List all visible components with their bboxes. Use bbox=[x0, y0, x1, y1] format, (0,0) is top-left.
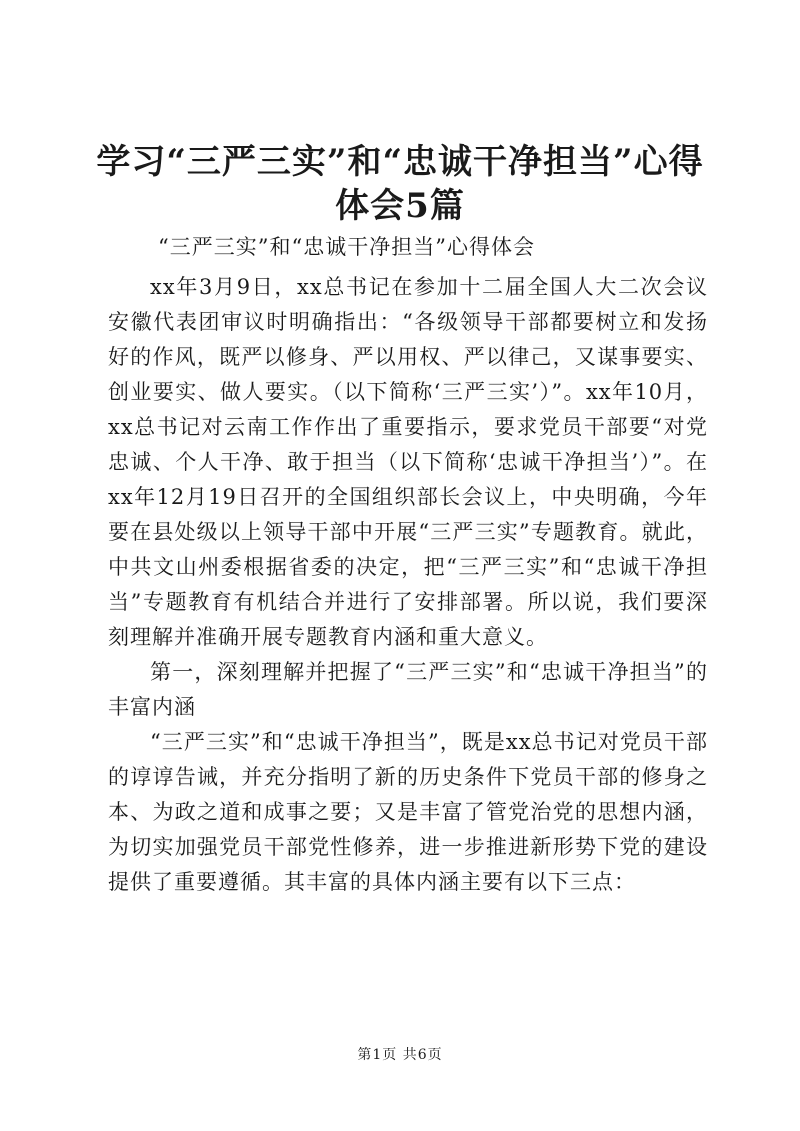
paragraph: “三严三实”和“忠诚干净担当”，既是xx总书记对党员干部的谆谆告诫，并充分指明了新的历史条件下党员干部的修身之本、为政之道和成事之要；又是丰富了管党治党的思想内涵，为切实加强党员干部党性修养，进一步推进新形势下党的建设提供了重要遵循。其丰富的具体内涵主要有以下三点： bbox=[108, 730, 708, 894]
document-body bbox=[108, 270, 708, 900]
paragraph: xx年3月9日，xx总书记在参加十二届全国人大二次会议安徽代表团审议时明确指出：“各级领导干部都要树立和发扬好的作风，既严以修身、严以用权、严以律己，又谋事要实、创业要实、做人要实。（以下简称‘三严三实’）”。xx年10月，xx总书记对云南工作作出了重要指示，要求党员干部要“对党忠诚、个人干净、敢于担当（以下简称‘忠诚干净担当’）”。在xx年12月19日召开的全国组织部长会议上，中央明确，今年要在县处级以上领导干部中开展“三严三实”专题教育。就此，中共文山州委根据省委的决定，把“三严三实”和“忠诚干净担当”专题教育有机结合并进行了安排部署。所以说，我们要深刻理解并准确开展专题教育内涵和重大意义。 bbox=[108, 275, 708, 649]
document-title: 学习“三严三实”和“忠诚干净担当”心得体会5篇 bbox=[96, 142, 704, 226]
page-footer: 第1页 共6页 bbox=[357, 1047, 443, 1063]
paragraph: 第一，深刻理解并把握了“三严三实”和“忠诚干净担当”的丰富内涵 bbox=[108, 660, 708, 719]
document-subtitle: “三严三实”和“忠诚干净担当”心得体会 bbox=[158, 235, 535, 259]
